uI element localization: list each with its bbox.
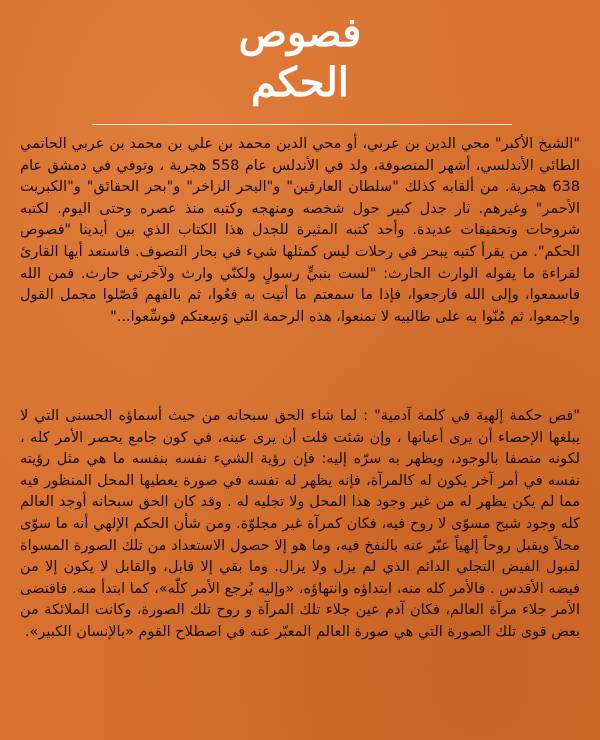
paragraph-excerpt: "فص حكمة إلهية في كلمة آدمية" : لما شاء الحق سبحانه من حيث أسماؤه الحسنى التي لا يبلغها الإحصاء أن يرى أعيانها ، وإن شئت قلت أن يرى عينه، في كون جامع يحصر الأمر كله ، لكونه متصفا بالوجود، ويظهر به سرّه إليه: فإن رؤية الشيء نفسه بنفسه ما هي مثل رؤيته نفسه في أمر آخر يكون له كالمرآة، فإنه يظهر له نفسه في صورة يعطيها المحل المنظور فيه مما لم يكن يظهر له من غير وجود هذا المحل ولا تجليه له . وقد كان الحق سبحانه أوجد العالم كله وجود شبح مسوّى لا روح فيه، فكان كمرآة غير مجلوّة. ومن شأن الحكم الإلهي أنه ما سوّى محلاً ويقبل روحاً إلهياً عبّر عنه بالنفخ فيه، وما هو إلا حصول الاستعداد من تلك الصورة المسواة لقبول الفيض التجلي الدائم الذي لم يزل ولا يزال. وما بقي إلا قابل، والقابل لا يكون إلا من فيضه الأقدس . فالأمر كله منه، ابتداؤه وانتهاؤه، «وإليه يُرجع الأمر كلّه»، كما ابتدأ منه. فاقتضى الأمر جلاء مرآة العالم، فكان آدم عين جلاء تلك المرآة و روح تلك الصورة، وكانت الملائكة من بعض قوى تلك الصورة التي هي صورة العالم المعبّر عنه في اصطلاح القوم «بالإنسان الكبير». bbox=[20, 408, 580, 640]
paragraph-author-intro: "الشيخ الأكبر" محي الدين بن عربي، أو محي الدين محمد بن علي بن محمد بن عربي الحاتمي الطائي الأندلسي، أشهر المتصوفة، ولد في الأندلس عام 558 هجرية ، وتوفي في دمشق عام 638 هجرية. من ألقابه كذلك "سلطان العارفين" و"البحر الزاخر" و"بحر الحقائق" و"الكبريت الأحمر" وغيرهم. ثار جدل كبير حول شخصه ومنهجه وكتبه منذ عصره وحتى اليوم. لكتبه شروحات وتحقيقات عديدة. وأحد كتبه المثيرة للجدل هذا الكتاب الذي بين أيدينا "فصوص الحكم". من يقرأ كتبه يبحر في رحلات ليس كمثلها شيء في بحار التصوف. فاستعد أيها القارئ لقراءة ما يقوله الوارث الحارث: "لست بنبيٍّ رسولٍ ولكنّي وارث ولآخرتي حارث. فمن الله فاسمعوا، وإلى الله فارجعوا، فإذا ما سمعتم ما أتيت به فعُوا، ثم بالفهم فَصّلوا مجمل القول واجمعوا، ثم مُنّوا به على طالبيه لا تمنعوا، هذه الرحمة التي وَسِعتكم فوسِّعوا..." bbox=[20, 136, 580, 325]
title-line-2: الحكم bbox=[251, 59, 349, 106]
title-line-1: فصوص bbox=[238, 9, 362, 56]
title-divider bbox=[92, 124, 512, 125]
